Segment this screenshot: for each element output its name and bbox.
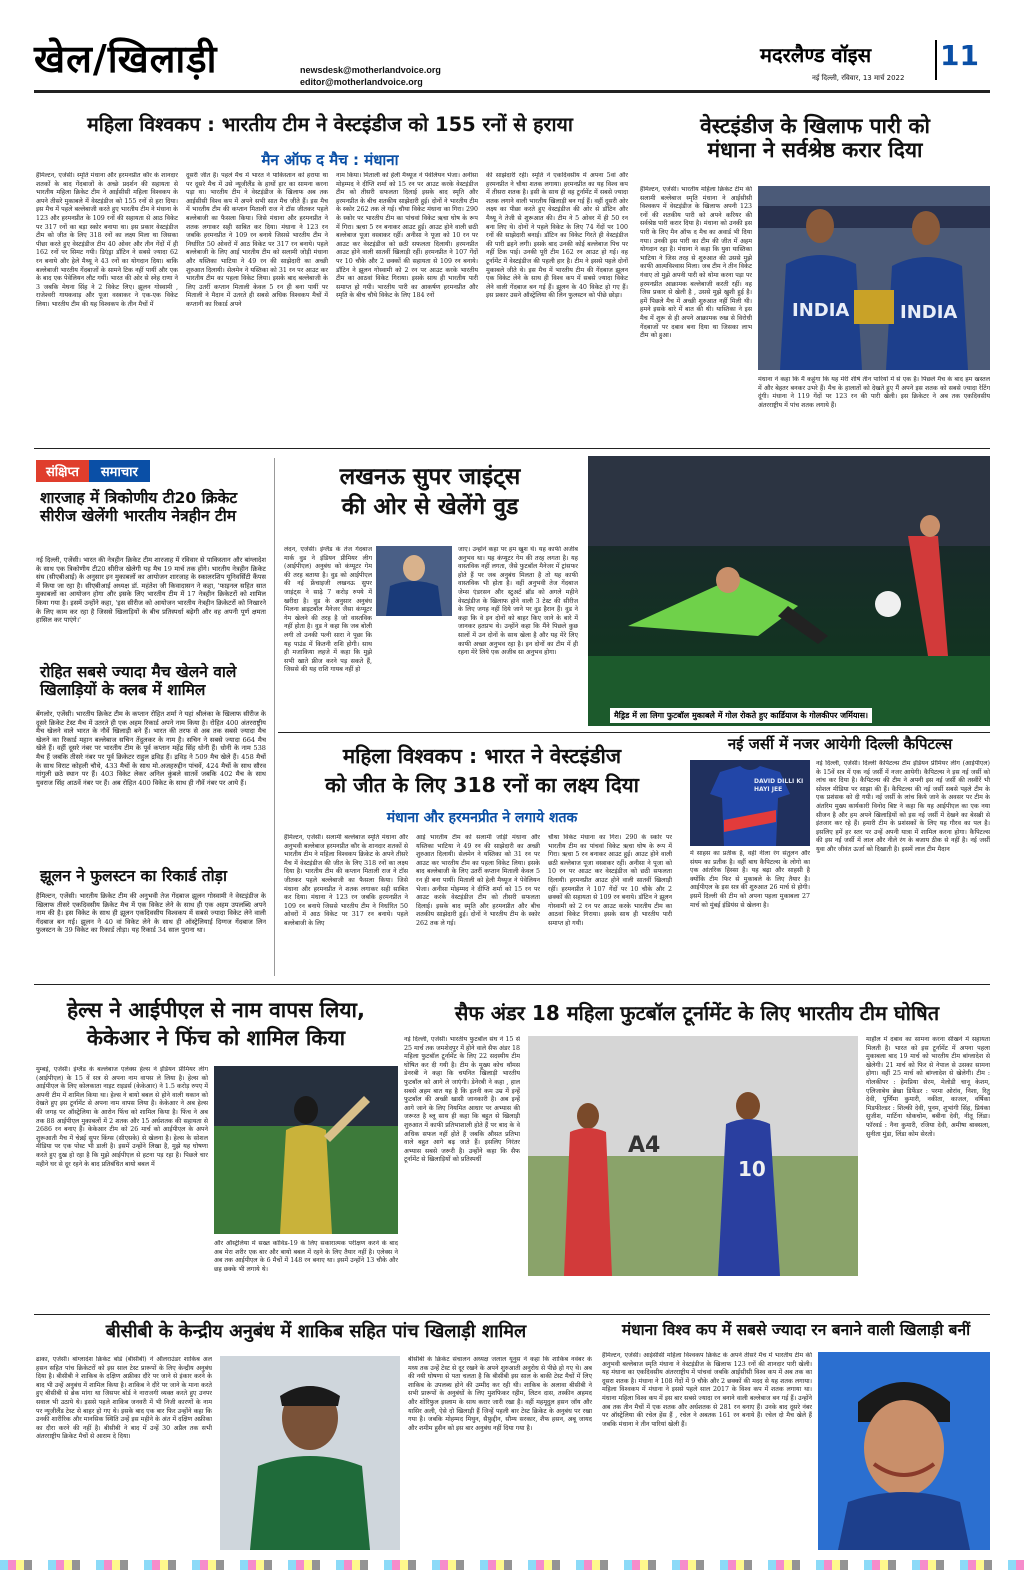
a3-col3: चौथा विकेट मंधाना का गिरा। 290 के स्कोर पर भारतीय टीम का पांचवां विकेट ऋचा घोष के रूप में गिरा। ऋचा 5 रन बनाकर आउट हुई। आउट होने वाली छठी बल्लेबाज पूजा वस्त्राकर रहीं। अनीसा ने पूजा को 10 रन पर आउट कर वेस्टइंडीज को छठी सफलता दिलायी। हरमनप्रीत आउट होने वाली सातवीं खिलाड़ी रहीं। हरमनप्रीत ने 107 गेंदों पर 10 चौके और 2 छक्कों की सहायता से 109 रन बनाये। डॉटिन ने झूलन गोस्वामी को 2 रन पर आउट करके भारतीय टीम का आठवां विकेट गिराया। इसके साथ ही भारतीय पारी समाप्त हो गयी। bbox=[548, 834, 672, 927]
headline-line1: महिला विश्वकप : भारत ने वेस्टइंडीज bbox=[342, 744, 622, 768]
page-number: 11 bbox=[940, 39, 979, 72]
masthead-rule bbox=[34, 90, 990, 93]
contact-emails bbox=[300, 64, 441, 88]
wood-col2: जाए। उन्होंने कहा पर हम खुश थे। यह काफी अजीब अनुभव था। यह कंप्यूटर गेम की तरह लगता है। यह वास्तविक नहीं लगता, जैसे फुटबॉल मैनेजर में ट्रांसफर होते हैं पर जब अनुबंध मिलता है तो यह काफी वास्तविक भी होता है। वहीं अनुभवी तेज गेंदबाज जेम्स एंडरसन और स्टुअर्ट ब्रॉड को अगले महीने वेस्टइंडीज के खिलाफ होने वाली 3 टेस्ट की सीरीज के लिए जगह नहीं दिये जाने पर वुड हैरान हैं। वुड ने कहा कि वे इन दोनों को बाहर किए जाने के बारे में जानकर हतप्रभ थे। उन्होंने कहा कि मैंने पिछले कुछ सालों में उन दोनों के साथ खेला है और यह मेरे लिए काफी अच्छा अनुभव रहा है। इन दोनों का टीम में ही रहना मेरे लिये एक अजीब सा अनुभव होगा। bbox=[458, 546, 578, 657]
bcb-col2: बीसीबी के क्रिकेट संचालन अध्यक्ष जलाल यूनुस ने कहा कि शाकिब नवंबर के मध्य तक उन्हें टेस्ट से दूर रखने के अपने शुरुआती अनुरोध से पीछे हो गए थे। अब की नयी घोषणा से पता चलता है कि बीसीबी इस साल के बाकी टेस्ट मैचों में लिए शाकिब के उपलब्ध होने की उम्मीद कर रही थी। शाकिब के अलावा बीसीबी ने सभी प्रारूपों के अनुबंधों के लिए मुशफिकर रहीम, लिटन दास, तस्कीन अहमद और शोरिफुल इस्लाम के साथ करार जारी रखा है। वहीं महमूदुल हसन जॉय और यासिर अली, ऐसे दो खिलाड़ी हैं जिन्हें पहली बार टेस्ट क्रिकेट के अनुबंध पर रखा गया है। जबकि मोहम्मद मिथुन, सैफ़ुद्दीन, सौम्य सरकार, शैफ हसन, अबू जायद और शमीम हुसैन को इस बार अनुबंध नहीं दिया गया है। bbox=[408, 1356, 592, 1432]
a2-col2: मंधाना ने कहा कि मैं कहूंगा कि यह मेरी शीर्ष तीन पारियों में से एक है। पिछले मैच के बाद हम खस्तल में और बेहतर बनकर उभरे हैं। मैच के हालातों को देखते हुए मैं अपने इस शतक को सबसे ज्यादा रेटिंग दूंगी। मंधाना ने 119 गेंदों पर 123 रन की पारी खेली। इस क्रिकेटर ने अब तक एकदिवसीय अंतरराष्ट्रीय में पांच शतक लगाये हैं। bbox=[758, 376, 990, 409]
photo-shakib bbox=[220, 1356, 400, 1550]
hales-batting-image bbox=[214, 1066, 398, 1234]
brief-column-rule bbox=[274, 458, 275, 976]
headline-india-beat-wi: महिला विश्वकप : भारतीय टीम ने वेस्टइंडीज को 155 रनों से हराया bbox=[87, 113, 573, 136]
section-rule-1 bbox=[34, 448, 990, 449]
email-newsdesk[interactable]: newsdesk@motherlandvoice.org bbox=[300, 65, 441, 75]
brief-headline-blind-cricket: शारजाह में त्रिकोणीय टी20 क्रिकेट सीरीज खेलेंगी भारतीय नेत्रहीन टीम bbox=[40, 489, 238, 525]
photo-saff-football bbox=[528, 1036, 858, 1276]
email-editor[interactable]: editor@motherlandvoice.org bbox=[300, 77, 423, 87]
section-rule-4 bbox=[34, 1314, 990, 1315]
brief-body-jhulan: हैमिल्टन, एजेंसी। भारतीय क्रिकेट टीम की अनुभवी तेज गेंदबाज झूलन गोस्वामी ने वेस्टइंडीज के खिलाफ तीसरे एकदिवसीय क्रिकेट मैच में एक विकेट लेने के साथ ही एक अहम उपलब्धि अपने नाम की है। इस विकेट के साथ ही झूलन एकदिवसीय विश्वकप में सबसे ज्यादा विकेट लेने वाली गेंदबाज बन गई। झूलन ने 40 वां विकेट लेने के साथ ही ऑस्ट्रेलियाई दिग्गज गेंदबाज लिन फुलस्टन के 39 विकेट का रिकार्ड तोड़ा। यह रिकार्ड 34 साल पुराना था। bbox=[36, 892, 266, 935]
jersey-text: DAVID DILLI KI HAYI JEE bbox=[754, 778, 804, 793]
hales-col2: और ऑस्ट्रेलिया में सख्त कोविड-19 के लिए सकारात्मक परीक्षण करने के बाद अब मेरा शरीर एक बार और बायो बबल में रहने के लिए तैयार नहीं है। एलेक्स ने अब तक आईपीएल के 6 मैचों में 148 रन बनाए था। इसमें उन्होंने 13 चौके और छह छक्के भी लगाये थे। bbox=[214, 1240, 398, 1273]
dateline: नई दिल्ली, रविवार, 13 मार्च 2022 bbox=[812, 74, 905, 82]
photo-caption-goalkeeper: मैड्रिड में ला लिगा फुटबॉल मुकाबले में गोल रोकते हुए कार्डियाज के गोलकीपर जर्मियास। bbox=[610, 708, 872, 723]
headline-line2: मंधाना ने सर्वश्रेष्ठ करार दिया bbox=[707, 138, 923, 163]
jersey-image bbox=[690, 760, 810, 846]
photo-mandhana-kaur bbox=[758, 186, 990, 370]
a1-col2: दूसरी जीत है। पहले मैच में भारत ने पाकिस्तान को हराया था पर दूसरे मैच में उसे न्यूजीलैंड के हाथों हार का सामना करना पड़ा था। भारतीय टीम ने वेस्टइंडीज के खिलाफ अब तक आईसीसी विश्व कप में अपने सभी सात मैच जीते हैं। इस मैच में भारतीय टीम की कप्तान मिताली राज ने टॉस जीतकर पहले बल्लेबाजी का फैसला किया। जिसे मंधाना और हरमनप्रीत ने शतक लगाकर सही साबित कर दिया। मंधाना ने 123 रन जबकि हरमनप्रीत ने 109 रन बनाये जिससे भारतीय टीम ने निर्धारित 50 ओवरों में आठ विकेट पर 317 रन बनाये। पहले बल्लेबाजी के लिए आई भारतीय टीम को सलामी जोड़ी मंधाना और यस्तिका भाटिया ने 49 रन की साझेदारी का अच्छी शुरुआत दिलायी। सेलमेन ने यस्तिका को 31 रन पर आउट कर भारतीय टीम का पहला विकेट लिया। इसके बाद बल्लेबाजी के लिए उतरीं कप्तान मिताली केवल 5 रन ही बना पायीं पर मिताली ने मैदान में उतरते ही सबसे अधिक विश्वकप मैचों में कप्तानी का रिकार्ड अपने bbox=[186, 172, 328, 308]
goalkeeper-image bbox=[588, 456, 990, 726]
photo-mandhana bbox=[818, 1352, 990, 1550]
hales-col1: मुम्बई, एजेंसी। इंग्लैंड के बल्लेबाज एलेक्स हेल्स ने इंडियन प्रीमियर लीग (आईपीएल) के 15 वें सत्र से अपना नाम वापस ले लिया है। हेल्स को आईपीएल के लिए कोलकाता नाइट राइडर्स (केकेआर) ने 1.5 करोड़ रुपए में अपनी टीम में शामिल किया था। हेल्स ने बायो बबल से होने वाली थकान को देखते हुए इस टूर्नामेंट से अपना नाम वापस लिया है। केकेआर ने अब हेल्स की जगह पर ऑस्ट्रेलिया के आरोन फिंच को शामिल किया है। फिंच ने अब तक 88 आईपीएल मुकाबलों में 2 शतक और 15 अर्धशतक की सहायता से 2686 रन बनाए हैं। केकेआर टीम को 26 मार्च को आईपीएल के अपने शुरूआती मैच में चेन्नई सुपर किंग्स (सीएसके) से खेलना है। हेल्स के सोशल मीडिया पर एक पोस्ट भी डाली है। इसमें उन्होंने लिखा है, मुझे यह घोषणा करते हुए दुख हो रहा है कि मुझे आईपीएल से हटना पड़ रहा है। पिछले चार महीने घर से दूर रहने के बाद प्रतिबंधित बायो बबल में bbox=[36, 1066, 208, 1168]
a2-col1: हैमिल्टन, एजेंसी। भारतीय महिला क्रिकेट टीम की सलामी बल्लेबाज स्मृति मंधाना ने आईसीसी विश्वकप में वेस्टइंडीज के खिलाफ अपनी 123 रनों की शतकीय पारी को अपने करियर की सर्वश्रेष्ठ पारी करार दिया है। मंधाना को उनकी इस पारी के लिए मैन ऑफ द मैच का अवार्ड भी दिया गया। उनकी इस पारी का टीम की जीत में अहम योगदान रहा है। मंधाना ने कहा कि युवा यास्तिका भाटिया ने जिस तरह से शुरुआत की उससे मुझे काफी आत्मविश्वास मिला। जब टीम ने तीन विकेट गंवाए तो मुझे अपनी पारी को थोमा करना पड़ा पर हरमनप्रीत आक्रामक बल्लेबाजी करती रहीं। वह जिस प्रकार से खेली है , उससे मुझे खुशी हुई है। हमें पिछले मैच में अच्छी शुरुआत नहीं मिली थी। हमने इसके बारे में बात की थी। यास्तिका ने इस मैच में शुरू से ही अपने आक्रामक रुख से विरोधी गेंदबाजों पर दबाव बना दिया था जिसका लाभ टीम को हुआ। bbox=[640, 186, 752, 340]
record-col1: हैमिल्टन, एजेंसी। आईसीसी महिला विश्वकप क्रिकेट के अपने तीसरे मैच में भारतीय टीम की अनुभवी बल्लेबाज स्मृति मंधाना ने वेस्टइंडीज के खिलाफ 123 रनों की शानदार पारी खेली। यह मंधाना का एकदिवसीय अंतरराष्ट्रीय में पांचवां जबकि आईसीसी विश्व कप में अब तक का दूसरा शतक है। मंधाना ने 108 गेंदों में 9 चौके और 2 छक्कों की मदद से यह शतक लगाया। महिला विश्वकप में मंधाना ने इससे पहले साल 2017 के विश्व कप में शतक लगाया था। मंधाना महिला विश्व कप में इस बार सबसे ज्यादा रन बनाने वाली बल्लेबाज बन गई हैं। उन्होंने अब तक तीन मैचों में एक शतक और अर्धशतक से 281 रन बनाए हैं। उनके बाद दूसरे नंबर पर ऑस्ट्रेलिया की रचेल हेंस हैं , रचेल ने अबतक 161 रन बनाये हैं। रचेल दो मैच खेले हैं जबकि मंधाना ने तीन पारियां खेली हैं। bbox=[602, 1352, 812, 1428]
subhead-centuries: मंधाना और हरमनप्रीत ने लगाये शतक bbox=[386, 810, 578, 826]
brief-body-rohit: बेंगलोर, एजेंसी। भारतीय क्रिकेट टीम के कप्तान रोहित शर्मा ने यहां श्रीलंका के खिलाफ सीरीज के दूसरे क्रिकेट टेस्ट मैच में उतरते ही एक अहम रिकार्ड अपने नाम किया है। रोहित 400 अंतरराष्ट्रीय मैच खेलने वाले भारत के नौवें खिलाड़ी बने हैं। भारत की तरफ से अब तक सबसे ज्यादा मैच खेलने का रिकार्ड महान बल्लेबाज सचिन तेंदुलकर के नाम है। सचिन ने सबसे ज्यादा 664 मैच खेले हैं। वहीं दूसरे नंबर पर भारतीय टीम के पूर्व कप्तान महेंद्र सिंह धोनी हैं। धोनी के नाम 538 मैच हैं जबकि तीसरे नंबर पर पूर्व क्रिकेटर राहुल द्रविड़ हैं। द्रविड़ ने 509 मैच खेले हैं। 458 मैचों के साथ विराट कोहली चौथे, 433 मैचों के साथ मो.अजहरुद्दीन पांचवें, 424 मैचों के साथ सौरव गांगुली छठे स्थान पर हैं। 403 विकेट लेकर अनिल कुंबले सातवें जबकि 402 मैच के साथ युवराज सिंह आठवें नंबर पर हैं। अब रोहित 400 विकेट के साथ ही नौवें नंबर पर आये हैं। bbox=[36, 710, 266, 787]
dc-col2: में साहस का प्रतीक है, वहीं नीला रंग संतुलन और संयम का प्रतीक है। वहीं बाघ कैपिटल्स के लोगो का एक आंतरिक हिस्सा है। यह बढ़ा और साहसी है क्योंकि टीम फिर से मुकाबले के लिए तैयार है। आईपीएल के इस सत्र की शुरुआत 26 मार्च से होगी। इसमें दिल्ली की टीम को अपना पहला मुकाबला 27 मार्च को मुंबई इंडियंस से खेलना है। bbox=[690, 850, 810, 909]
section-title: खेल/खिलाड़ी bbox=[34, 37, 218, 81]
svg-text:INDIA: INDIA bbox=[792, 300, 850, 321]
brief-body-blind-cricket: नई दिल्ली, एजेंसी। भारत की नेत्रहीन क्रिकेट टीम शारजाह में रविवार से पाकिस्तान और बांग्लादेश के साथ एक त्रिकोणीय टी20 सीरीज खेलेगी यह मैच 19 मार्च तक होंगे। भारतीय नेत्रहीन क्रिकेट संघ (सीएबीआई) के अनुसार इन मुकाबलों का आयोजन शारजाह के स्कालरशिप यूनिवर्सिटी कैंपस में किया जा रहा है। सीएबीआई अध्यक्ष डॉ. महंतेश जी किवादासन ने कहा, 'फाइनल सहित सात मुकाबलों का आयोजन होगा और इसके लिए भारतीय टीम में 17 नेत्रहीन क्रिकेटरों को शामिल किया गया है। इसमें उन्होंने कहा, 'इस सीरीज को आयोजन भारतीय नेत्रहीन क्रिकेटरों को निखारने के लिए काम कर रहा है जिससे खिलाड़ियों के बीच प्रतिस्पर्धा बढ़ेगी और वह अपनी पूर्ण क्षमता हासिल कर पाएंगे।' bbox=[36, 556, 266, 625]
svg-text:A4: A4 bbox=[628, 1133, 661, 1158]
shakib-image bbox=[220, 1356, 400, 1550]
a1-col1: हैमिल्टन, एजेंसी। स्मृति मंधाना और हरमनप्रीत कौर के शानदार शतकों के बाद गेंदबाजों के अच्छे प्रदर्शन की सहायता से भारतीय महिला क्रिकेट टीम ने आईसीसी महिला विश्वकप के अपने तीसरे मुकाबले में वेस्टइंडीज को 155 रनों से हरा दिया। इस मैच में पहले बल्लेबाजी करते हुए भारतीय टीम ने मंधाना के 123 और हरमनप्रीत के 109 रनों की सहायता से आठ विकेट पर 317 रनों का बड़ा स्कोर बनाया था। इस प्रकार वेस्टइंडीज टीम को जीत के लिए 318 रनों का लक्ष्य मिला था जिसका पीछा करते हुए वेस्टइंडीज टीम 40 ओवर और तीन गेंदों में ही 162 रनों पर सिमट गयी। डिएंड्रा डॉटिन ने सबसे ज्यादा 62 रन बनाये और हेले मैथ्यू ने 43 रनों का योगदान दिया। बाकि बल्लेबाजी भारतीय गेंदबाजों के सामने टिक नहीं पायीं और एक के बाद एक पेवेलियन लौट गयीं। भारत की ओर से स्नेह राणा ने 3 जबकि मेघना सिंह ने 2 विकेट लिए। झूलन गोस्वामी , राजेश्वरी गायकवाड़ और पूजा वस्त्राकर ने एक-एक विकेट लिया। भारतीय टीम की यह विश्वकप के तीन मैचों में bbox=[36, 172, 178, 308]
masthead-divider bbox=[935, 40, 937, 80]
headline-bcb: बीसीबी के केन्द्रीय अनुबंध में शाकिब सहित पांच खिलाड़ी शामिल bbox=[105, 1321, 527, 1342]
brief-label-2: समाचार bbox=[89, 460, 150, 482]
headline-line2: को जीत के लिए 318 रनों का लक्ष्य दिया bbox=[325, 773, 639, 797]
players-trophy-image bbox=[758, 186, 990, 370]
dc-col1: नई दिल्ली, एजेंसी। दिल्ली कैपिटल्स टीम इंडियन प्रीमियर लीग (आईपीएल) के 15वें सत्र में एक नई जर्सी में नजर आयेगी। कैपिटल्स ने इस नई जर्सी को लांच कर दिया है। कैपिटल्स की टीम ने अपनी इस नई जर्सी की तस्वीरें भी सोशल मीडिया पर साझा की हैं। कैपिटल्स की नई जर्सी सबसे पहले टीम के एक प्रशंसक को दी गयी। नई जर्सी के लांच किये जाने के अवसर पर टीम के अंतरिम मुख्य कार्यकारी विनोद बिष्ट ने कहा कि यह आईपीएल का एक नया सीजन है और हम अपने खिलाड़ियों को इस नई जर्सी में देखने का बेसब्री से इंतजार कर रहे हैं। हमारी टीम के प्रशंसकों के लिए यह गौरव का पल है। इसलिए हमें हर स्तर पर उन्हें अपनी यात्रा में शामिल करना होगा। कैपिटल्स की इस नई जर्सी में लाल और नीले रंग के बजाय ठीक से नहीं है। नई जर्सी युवा और जीवंत ऊर्जा को दिखाती है। इसमें लाल टीम मैदान bbox=[816, 760, 990, 853]
photo-goalkeeper bbox=[588, 456, 990, 726]
headline-line1: हेल्स ने आईपीएल से नाम वापस लिया, bbox=[67, 998, 365, 1022]
section-rule-2 bbox=[278, 732, 990, 733]
headline-wood bbox=[282, 462, 578, 522]
headline-delhi-capitals: नई जर्सी में नजर आयेगी दिल्ली कैपिटल्स bbox=[727, 735, 953, 753]
headline-hales bbox=[36, 996, 396, 1052]
bcb-col1: ढाका, एजेंसी। बांग्लादेश क्रिकेट बोर्ड (बीसीबी) ने ऑलराउंडर शाकिब अल हसन सहित पांच क्रिकेटरों को इस साल टेस्ट प्रारूपों के लिए केन्द्रीय अनुबंध दिया है। बीसीबी ने शाकिब के दक्षिण अफ्रीका दौरे पर जाने से इंकार करने के बाद भी उन्हें अनुबंध में शामिल किया है। शाकिब ने दौरे पर जाने के माना करते हुए बीसीबी से ब्रेक मांगा था जिसपर बोर्ड ने नाराजगी व्यक्त करते हुए उनपर सवाल भी उठाये थे। इससे पहले शाकिब जनवरी में भी निजी कारणों के नाम पर न्यूजीलैंड टेस्ट से बाहर हो गए थे। इसके बाद एक बार फिर उन्होंने कहा कि उनकी शारीरिक और मानसिक स्थिति उन्हें इस महीने के अंत में दक्षिण अफ्रीका का दौरा करने की नहीं है। बीसीबी ने बाद में उन्हें 30 अप्रैल तक सभी अंतरराष्ट्रीय क्रिकेट मैचों से आराम दे दिया। bbox=[36, 1356, 212, 1441]
a3-col1: हैमिल्टन, एजेंसी। सलामी बल्लेबाज स्मृति मंधाना और अनुभवी बल्लेबाज हरमनप्रीत कौर के शानदार शतकों से भारतीय टीम ने महिला विश्वकप क्रिकेट के अपने तीसरे मैच में वेस्टइंडीज की जीत के लिए 318 रनों का लक्ष्य दिया है। भारतीय टीम की कप्तान मिताली राज ने टॉस जीतकर पहले बल्लेबाजी का फैसला किया। जिसे मंधाना और हरमनप्रीत ने शतक लगाकर सही साबित कर दिया। मंधाना ने 123 रन जबकि हरमनप्रीत ने 109 रन बनाये जिससे भारतीय टीम ने निर्धारित 50 ओवरों में आठ विकेट पर 317 रन बनाये। पहले बल्लेबाजी के लिए bbox=[284, 834, 408, 927]
wood-image bbox=[376, 546, 452, 616]
mandhana-image bbox=[818, 1352, 990, 1550]
headline-mandhana-record: मंधाना विश्व कप में सबसे ज्यादा रन बनाने वाली खिलाड़ी बनीं bbox=[621, 1321, 971, 1339]
brief-headline-jhulan: झूलन ने फुलस्टन का रिकार्ड तोड़ा bbox=[40, 867, 227, 885]
headline-mandhana-best-innings bbox=[640, 114, 990, 162]
section-rule-3 bbox=[34, 984, 990, 985]
a1-col3: नाम किया। मिताली को हेली मैथ्यूज ने पेवेलियन भेजा। अनीसा मोहम्मद ने दीप्ति शर्मा को 15 रन पर आउट करके वेस्टइंडीज टीम को तीसरी सफलता दिलाई इसके बाद स्मृति और हरमनप्रीत के बीच शतकीय साझेदारी हुई। दोनों ने भारतीय टीम के स्कोर 262 तक ले गई। चौथा विकेट मंधाना का गिरा। 290 के स्कोर पर भारतीय टीम का पांचवां विकेट ऋचा घोष के रूप में गिरा। ऋचा 5 रन बनाकर आउट हुई। आउट होने वाली छठी बल्लेबाज पूजा वस्त्राकर रहीं। अनीसा ने पूजा को 10 रन पर आउट कर वेस्टइंडीज को छठी सफलता दिलायी। हरमनप्रीत आउट होने वाली सातवीं खिलाड़ी रहीं। हरमनप्रीत ने 107 गेंदों पर 10 चौके और 2 छक्कों की सहायता से 109 रन बनाये। डॉटिन ने झूलन गोस्वामी को 2 रन पर आउट करके भारतीय टीम का आठवां विकेट गिराया। इसके साथ ही भारतीय पारी समाप्त हो गयी। भारतीय पारी का आकर्षण हरमनप्रीत और स्मृति के बीच चौथे विकेट के लिए 184 रनों bbox=[336, 172, 478, 300]
headline-line1: लखनऊ सुपर जाइंट्स bbox=[339, 464, 521, 490]
headline-line2: की ओर से खेलेंगे वुड bbox=[341, 494, 519, 520]
photo-hales bbox=[214, 1066, 398, 1234]
newspaper-name: मदरलैण्ड वॉइस bbox=[760, 43, 872, 67]
headline-line1: वेस्टइंडीज के खिलाफ पारी को bbox=[700, 114, 930, 138]
svg-text:10: 10 bbox=[738, 1157, 766, 1181]
saff-col1: नई दिल्ली, एजेंसी। भारतीय फुटबॉल संघ ने 15 से 25 मार्च तक जमशेदपुर में होने वाले सैफ अंडर 18 महिला फुटबॉल टूर्नामेंट के लिए 22 सदस्यीय टीम घोषित कर दी गयी है। टीम के मुख्य कोच थॉमस डेनरबी ने कहा कि चयनित खिलाड़ी भारतीय फुटबॉल को आगे ले जाएंगी। डेनेरबी ने कहा , हाल सबसे अहम बात यह है कि इतनी कम उम्र में इन्हें फुटबॉल की अच्छी खासी जानकारी है। अब इन्हें आगे जाने के लिए नियमित आधार पर अभ्यास की जरूरत है ब्लू साथ ही कहा कि बहुत से खिलाड़ी शुरुआत में काफी प्रतिभाशाली होते हैं पर बाद के वे अधिक सफल नहीं होते हैं जबकि औसत प्रतिभा वाले बहुत आगे बढ़ जाते हैं। इसलिए निरंतर अभ्यास सबसे जरूरी है। उन्होंने कहा कि सैफ टूर्नामेंट से खिलाड़ियों को प्रतिस्पर्धी bbox=[404, 1036, 520, 1164]
photo-mark-wood bbox=[376, 546, 452, 616]
footer-registration-bar bbox=[0, 1560, 1024, 1570]
headline-line2: केकेआर ने फिंच को शामिल किया bbox=[86, 1026, 346, 1050]
a3-col2: आई भारतीय टीम को सलामी जोड़ी मंधाना और यस्तिका भाटिया ने 49 रन की साझेदारी का अच्छी शुरुआत दिलायी। सेलमेन ने यस्तिका को 31 रन पर आउट कर भारतीय टीम का पहला विकेट लिया। इसके बाद बल्लेबाजी के लिए उतरीं कप्तान मिताली केवल 5 रन ही बना पायीं। मिताली को हेली मैथ्यूज ने पेवेलियन भेजा। अनीसा मोहम्मद ने दीप्ति शर्मा को 15 रन पर आउट करके वेस्टइंडीज टीम को तीसरी सफलता दिलाई। इसके बाद स्मृति और हरमनप्रीत और बीच शतकीय साझेदारी हुई। दोनों ने भारतीय टीम के स्कोर 262 तक ले गई। bbox=[416, 834, 540, 927]
brief-label-1: संक्षिप्त bbox=[36, 460, 89, 482]
headline-saff: सैफ अंडर 18 महिला फुटबॉल टूर्नामेंट के लिए भारतीय टीम घोषित bbox=[454, 1001, 940, 1025]
brief-label bbox=[36, 460, 246, 482]
headline-318-target bbox=[284, 742, 680, 800]
subhead-man-of-match: मैन ऑफ द मैच : मंधाना bbox=[261, 151, 399, 169]
a1-col4: की साझेदारी रही। स्मृति ने एकदिवसीय में अपना 5वां और हरमनप्रीत ने चौथा शतक लगाया। हरमनप्रीत का यह विश्व कप में तीसरा शतक है। इसी के साथ ही वह टूर्नामेंट में सबसे ज्यादा शतक लगाने वाली भारतीय खिलाड़ी बन गई हैं। वहीं दूसरी ओर लक्ष्य का पीछा करते हुए वेस्टइंडीज की ओर से डॉटिन और मैथ्यू ने तेजी से शुरूआत की। टीम ने 5 ओवर में ही 50 रन बना लिए थे। दोनों ने पहले विकेट के लिए 74 गेंदों पर 100 रनों की साझेदारी बनाई। डॉटिन का विकेट गिरते ही वेस्टइंडीज की पारी ढहने लगी। इसके बाद उनकी कोई बल्लेबाज पिच पर नहीं टिक पाई। उनकी पूरी टीम 162 रन आउट हो गई। वह टूर्नामेंट में वेस्टइंडीज की पहली हार है। टीम ने इससे पहले दोनों मुकाबले जीते थे। इस मैच में भारतीय टीम की गेंदबाज झूलन एक विकेट लेने के साथ ही विश्व कप में सबसे ज्यादा विकेट लेने वाली गेंदबाज बन गई हैं। झूलन के 40 विकेट हो गए हैं। इस प्रकार उसने ऑस्ट्रेलिया की लिन फुलस्टन को पीछे छोड़ा। bbox=[486, 172, 628, 300]
wood-col1-top: लंदन, एजेंसी। इंग्लैंड के तेज गेंदबाज मार्क वुड ने इंडियन प्रीमियर लीग (आईपीएल) अनुबंध को कंप्यूटर गेम की तरह बताया है। वुड को आईपीएल की नई फ्रेंचाइजी लखनऊ सुपर जाइंट्स ने साढ़े 7 करोड़ रुपये में खरीदा है। वुड के अनुसार अनुबंध मिलना ब्राइटबॉल मैनेजर जैसा कंप्यूटर गेम खेलने की तरह है जो वास्तविक नहीं होता है। वुड ने कहा कि जब बोली लगी तो उनकी पत्नी सारा ने पूछा कि यह पाउंड में कितनी राशि होगी। साथ ही मजाकिया लहजे में कहा कि मुझे सभी खाते फ्रीज करने पड़ सकते हैं, जिससे की यह राशि गायब नहीं हो bbox=[284, 546, 372, 674]
brief-headline-rohit: रोहित सबसे ज्यादा मैच खेलने वाले खिलाड़ियों के क्लब में शामिल bbox=[40, 663, 237, 699]
photo-dc-jersey bbox=[690, 760, 810, 846]
svg-text:INDIA: INDIA bbox=[900, 302, 958, 323]
saff-col2: माहौल में दबाव का सामना करना सीखने में सहायता मिलती है। भारत को इस टूर्नामेंट में अपना पहला मुकाबला बाद 19 मार्च को भारतीय टीम बांग्लादेश से खेलेगी। 21 मार्च को फिर से नेपाल से उसका सामना होगा। वहीं 25 मार्च को बांग्लादेश से खेलेगी। टीम : गोलकीपर : हेमप्रिया सेरम, मेलोडी चानू केशम, एलिजाबेथ ब्रेखा डिफेंडर : परमा ओरांव, निशा, रितु देवी, पूर्णिमा कुमारी, नकीता, काजल, वर्षिका मिडफील्डर : शिल्की देवी, पूनम, शुभांगी सिंह, प्रियंका सुजीश, मार्टिना थोकचोम, बबीना देवी, नीतू लिंडा। फॉरवर्ड : नैना कुमारी, रजिया देवी, अमीषा बाक्सला, सुनीता मुंडा, लिंडा कोम सेरतो। bbox=[866, 1036, 990, 1138]
saff-match-image bbox=[528, 1036, 858, 1276]
